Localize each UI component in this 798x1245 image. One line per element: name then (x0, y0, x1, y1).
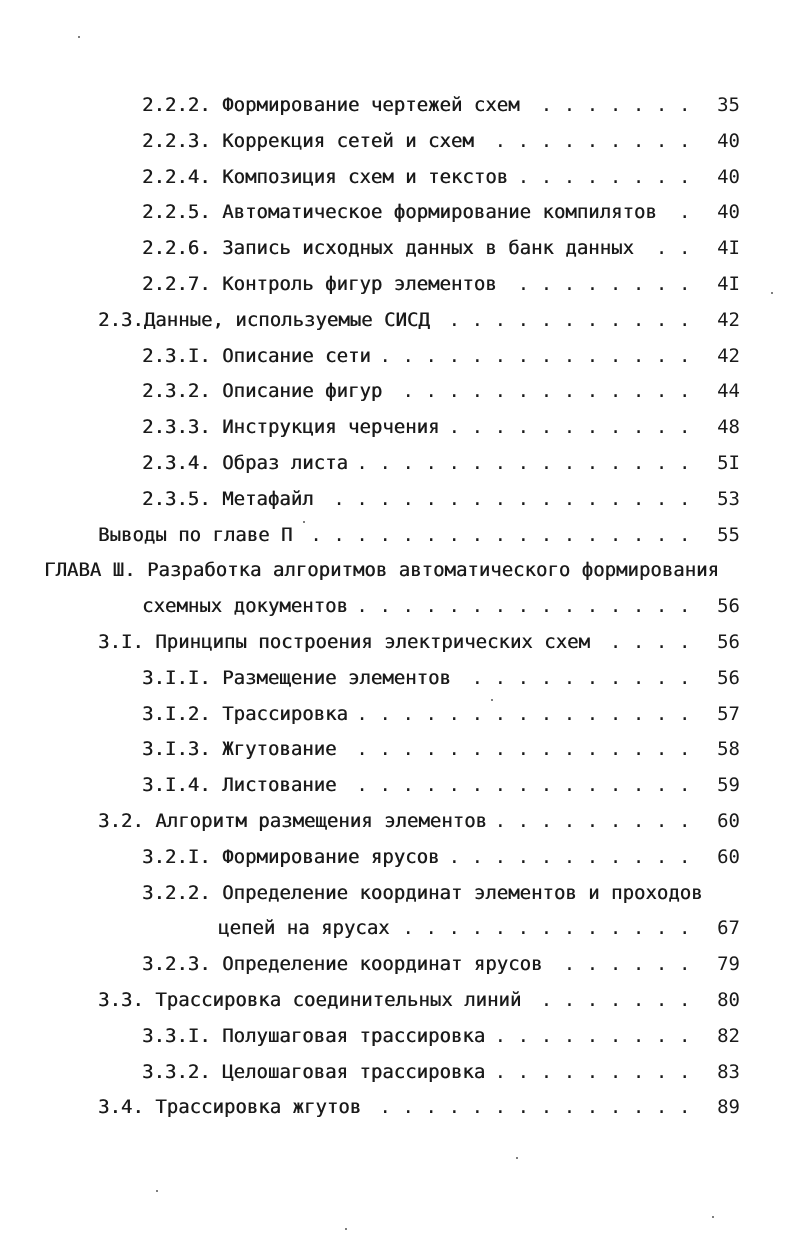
toc-title: Определение координат ярусов (222, 953, 543, 976)
toc-leader-dots: ............... (356, 738, 702, 761)
toc-page-number: 56 (717, 630, 740, 653)
toc-row (0, 160, 798, 196)
toc-number: 2.3.I. (142, 344, 211, 367)
toc-number: 2.2.4. (142, 165, 211, 188)
toc-leader-dots: ........ (517, 165, 702, 188)
toc-title: Формирование чертежей схем (222, 94, 520, 116)
toc-page-number: 40 (717, 201, 740, 224)
toc-page-number: 48 (717, 416, 740, 439)
toc-page-number: 82 (717, 1024, 740, 1047)
toc-title: Трассировка (222, 702, 348, 725)
toc-entry (142, 339, 371, 375)
toc-row (0, 1019, 798, 1055)
scan-speck (78, 36, 80, 38)
toc-title: Описание сети (222, 344, 371, 367)
toc-entry (142, 482, 314, 518)
toc-number: 2.2.5. (142, 201, 211, 224)
toc-page-number: 5I (717, 451, 740, 474)
toc-row (0, 768, 798, 804)
toc-title: Запись исходных данных в банк данных (222, 237, 634, 260)
toc-page-number: 4I (717, 272, 740, 295)
toc-row (0, 231, 798, 267)
toc-page-number: 83 (717, 1060, 740, 1083)
toc-row (0, 482, 798, 518)
toc-entry (142, 732, 336, 768)
toc-number: 3.I. (98, 630, 144, 653)
toc-page-number: 53 (717, 487, 740, 510)
toc-leader-dots: ............. (402, 380, 702, 403)
toc-number: 3.2.3. (142, 953, 211, 976)
toc-entry (142, 840, 439, 876)
toc-entry (142, 661, 451, 697)
toc-row (0, 983, 798, 1019)
toc-page-number: 60 (717, 845, 740, 868)
toc-number: 2.2.3. (142, 129, 211, 152)
toc-leader-dots: ......... (494, 1060, 702, 1083)
toc-page-number: 35 (717, 94, 740, 116)
toc-leader-dots: ........ (517, 272, 702, 295)
toc-leader-dots: ...... (563, 953, 702, 976)
toc-row (0, 947, 798, 983)
toc-entry (142, 1055, 485, 1091)
toc-row (0, 1090, 798, 1126)
toc-row (0, 911, 798, 947)
toc-leader-dots: ................. (310, 523, 702, 546)
toc-page-number: 40 (717, 165, 740, 188)
toc-page-number: 42 (717, 308, 740, 331)
toc-title: схемных документов (142, 595, 348, 618)
scan-speck (516, 1157, 518, 1159)
toc-entry (142, 768, 336, 804)
toc-row (0, 267, 798, 303)
toc-number: 2.3. (98, 308, 144, 331)
toc-title: Полушаговая трассировка (222, 1024, 486, 1047)
toc-number: 3.2. (98, 809, 144, 832)
toc-title: Трассировка соединительных линий (155, 988, 522, 1011)
toc-page-number: 67 (717, 917, 740, 940)
toc-number: 3.3.I. (142, 1024, 211, 1047)
toc-row (0, 303, 798, 339)
toc-number: 2.3.3. (142, 416, 211, 439)
toc-row (0, 339, 798, 375)
toc-title: Описание фигур (222, 380, 383, 403)
toc-number: 2.2.6. (142, 237, 211, 260)
toc-row (0, 374, 798, 410)
toc-number: 2.3.5. (142, 487, 211, 510)
toc-row (0, 195, 798, 231)
toc-leader-dots: ........... (448, 845, 702, 868)
toc-page-number: 80 (717, 988, 740, 1011)
toc-entry (142, 589, 348, 625)
toc-leader-dots: .. (655, 237, 702, 260)
toc-leader-dots: .............. (379, 344, 702, 367)
toc-row (0, 840, 798, 876)
toc-entry (98, 983, 521, 1019)
toc-page-number: 56 (717, 666, 740, 689)
toc-title: Разработка алгоритмов автоматического формирования (146, 559, 719, 582)
toc-leader-dots: ......... (494, 1024, 702, 1047)
toc-leader-dots: .......... (471, 666, 702, 689)
toc-leader-dots: ............. (402, 917, 702, 940)
toc-title: Листование (222, 774, 337, 797)
toc-page-number: 55 (717, 523, 740, 546)
toc-entry (142, 947, 542, 983)
toc-page-number: 59 (717, 774, 740, 797)
toc-title: Данные, используемые СИСД (143, 308, 430, 331)
toc-title: Целошаговая трассировка (222, 1060, 486, 1083)
toc-number: 2.2.7. (142, 272, 211, 295)
toc-leader-dots: ............... (356, 774, 702, 797)
toc-number: 2.3.2. (142, 380, 211, 403)
toc-leader-dots: ............... (356, 702, 702, 725)
toc-page-number: 56 (717, 595, 740, 618)
toc-row (0, 518, 798, 554)
toc-entry (98, 1090, 361, 1126)
toc-entry (98, 518, 292, 554)
scan-speck (156, 1190, 158, 1192)
toc-row (0, 732, 798, 768)
toc-page-number: 89 (717, 1096, 740, 1119)
toc-leader-dots: ......... (494, 809, 702, 832)
toc-page-number: 40 (717, 129, 740, 152)
toc-entry (142, 231, 634, 267)
toc-number: 3.I.4. (142, 774, 211, 797)
toc-leader-dots: ....... (540, 94, 702, 116)
toc-entry (142, 374, 382, 410)
toc-page-number: 57 (717, 702, 740, 725)
toc-page-number: 60 (717, 809, 740, 832)
table-of-contents (0, 88, 798, 1126)
toc-number: 3.I.3. (142, 738, 211, 761)
toc-title: Принципы построения электрических схем (155, 630, 590, 653)
toc-page-number: 42 (717, 344, 740, 367)
toc-number: 3.4. (98, 1096, 144, 1119)
toc-title: Размещение элементов (222, 666, 451, 689)
toc-title: Выводы по главе П (98, 523, 293, 546)
scan-speck (345, 1228, 347, 1230)
toc-page-number: 58 (717, 738, 740, 761)
toc-number: 3.I.I. (142, 666, 211, 689)
toc-entry (98, 804, 487, 840)
scan-speck (491, 699, 493, 701)
toc-number: 3.3. (98, 988, 144, 1011)
toc-title: Автоматическое формирование компилятов (222, 201, 657, 224)
toc-row (0, 553, 798, 589)
toc-entry (142, 267, 497, 303)
toc-entry (44, 553, 719, 589)
toc-row (0, 446, 798, 482)
toc-row (0, 1055, 798, 1091)
toc-leader-dots: . (678, 201, 702, 224)
toc-leader-dots: .... (609, 630, 702, 653)
toc-entry (218, 911, 390, 947)
toc-entry (142, 124, 474, 160)
toc-entry (142, 195, 657, 231)
toc-title: Определение координат элементов и проходов (222, 881, 703, 904)
toc-entry (98, 303, 430, 339)
toc-row (0, 410, 798, 446)
toc-title: Алгоритм размещения элементов (155, 809, 487, 832)
toc-title: Композиция схем и текстов (222, 165, 509, 188)
toc-number: 2.2.2. (142, 94, 211, 116)
toc-title: Метафайл (222, 487, 314, 510)
toc-entry (142, 697, 348, 733)
toc-leader-dots: ............... (356, 451, 702, 474)
scan-speck (771, 292, 773, 294)
toc-title: Трассировка жгутов (155, 1096, 362, 1119)
toc-entry (142, 88, 520, 124)
toc-title: Инструкция черчения (222, 416, 440, 439)
toc-title: Контроль фигур элементов (222, 272, 497, 295)
toc-page-number: 44 (717, 380, 740, 403)
toc-entry (98, 625, 590, 661)
toc-row (0, 88, 798, 124)
toc-number: 3.2.I. (142, 845, 211, 868)
toc-entry (142, 876, 703, 912)
toc-number: ГЛАВА Ш. (44, 559, 136, 582)
toc-entry (142, 446, 348, 482)
toc-title: цепей на ярусах (218, 917, 390, 940)
toc-title: Коррекция сетей и схем (222, 129, 474, 152)
toc-number: 3.I.2. (142, 702, 211, 725)
toc-number: 2.3.4. (142, 451, 211, 474)
toc-leader-dots: .............. (379, 1096, 702, 1119)
toc-leader-dots: ........... (448, 308, 702, 331)
toc-leader-dots: ................ (333, 487, 702, 510)
toc-entry (142, 1019, 485, 1055)
toc-row (0, 697, 798, 733)
toc-page-number: 4I (717, 237, 740, 260)
toc-title: Формирование ярусов (222, 845, 440, 868)
toc-row (0, 804, 798, 840)
toc-title: Жгутование (222, 738, 337, 761)
toc-leader-dots: ........... (448, 416, 702, 439)
toc-row (0, 661, 798, 697)
scan-speck (303, 521, 305, 523)
toc-row (0, 625, 798, 661)
scan-speck (712, 1216, 714, 1218)
toc-number: 3.2.2. (142, 881, 211, 904)
toc-number: 3.3.2. (142, 1060, 211, 1083)
toc-page-number: 79 (717, 953, 740, 976)
toc-row (0, 876, 798, 912)
toc-row (0, 124, 798, 160)
toc-entry (142, 410, 439, 446)
toc-leader-dots: ......... (494, 129, 702, 152)
toc-leader-dots: ....... (540, 988, 702, 1011)
toc-entry (142, 160, 508, 196)
toc-leader-dots: ............... (356, 595, 702, 618)
toc-title: Образ листа (222, 451, 348, 474)
toc-row (0, 589, 798, 625)
